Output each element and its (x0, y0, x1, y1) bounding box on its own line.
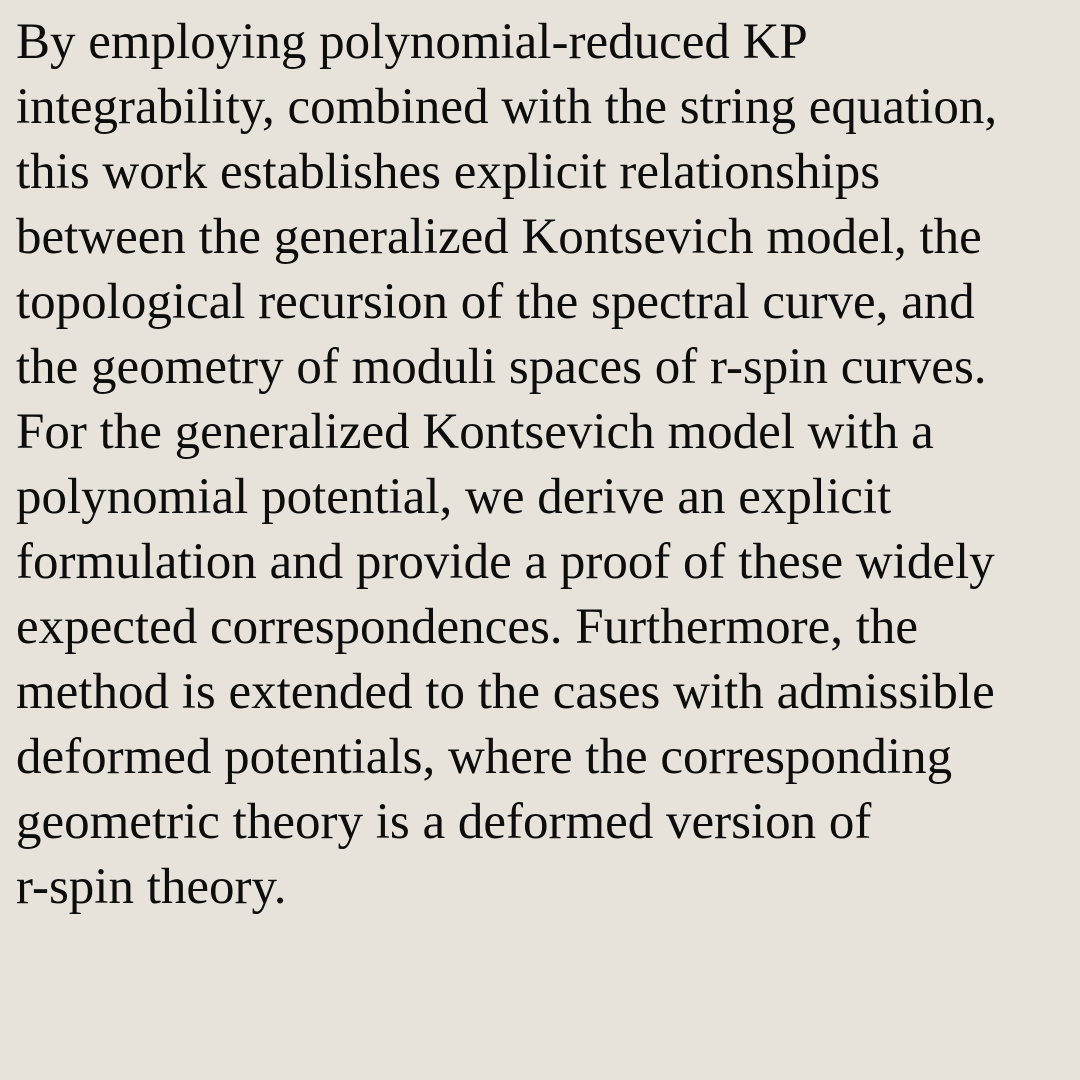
abstract-line: By employing polynomial-reduced KP (16, 14, 808, 70)
abstract-text (16, 10, 1070, 920)
abstract-line: formulation and provide a proof of these widely (16, 534, 995, 590)
abstract-line: the geometry of moduli spaces of r-spin curves. (16, 339, 987, 395)
abstract-line: deformed potentials, where the corresponding (16, 729, 953, 785)
abstract-line: between the generalized Kontsevich model, the (16, 209, 982, 265)
abstract-line: For the generalized Kontsevich model with a (16, 404, 934, 460)
abstract-line: topological recursion of the spectral curve, and (16, 274, 975, 330)
abstract-line: method is extended to the cases with admissible (16, 664, 995, 720)
abstract-line: integrability, combined with the string equation, (16, 79, 998, 135)
abstract-line: expected correspondences. Furthermore, the (16, 599, 919, 655)
abstract-line: this work establishes explicit relationships (16, 144, 881, 200)
abstract-line: r-spin theory. (16, 859, 287, 915)
abstract-line: polynomial potential, we derive an explicit (16, 469, 892, 525)
abstract-line: geometric theory is a deformed version of (16, 794, 872, 850)
